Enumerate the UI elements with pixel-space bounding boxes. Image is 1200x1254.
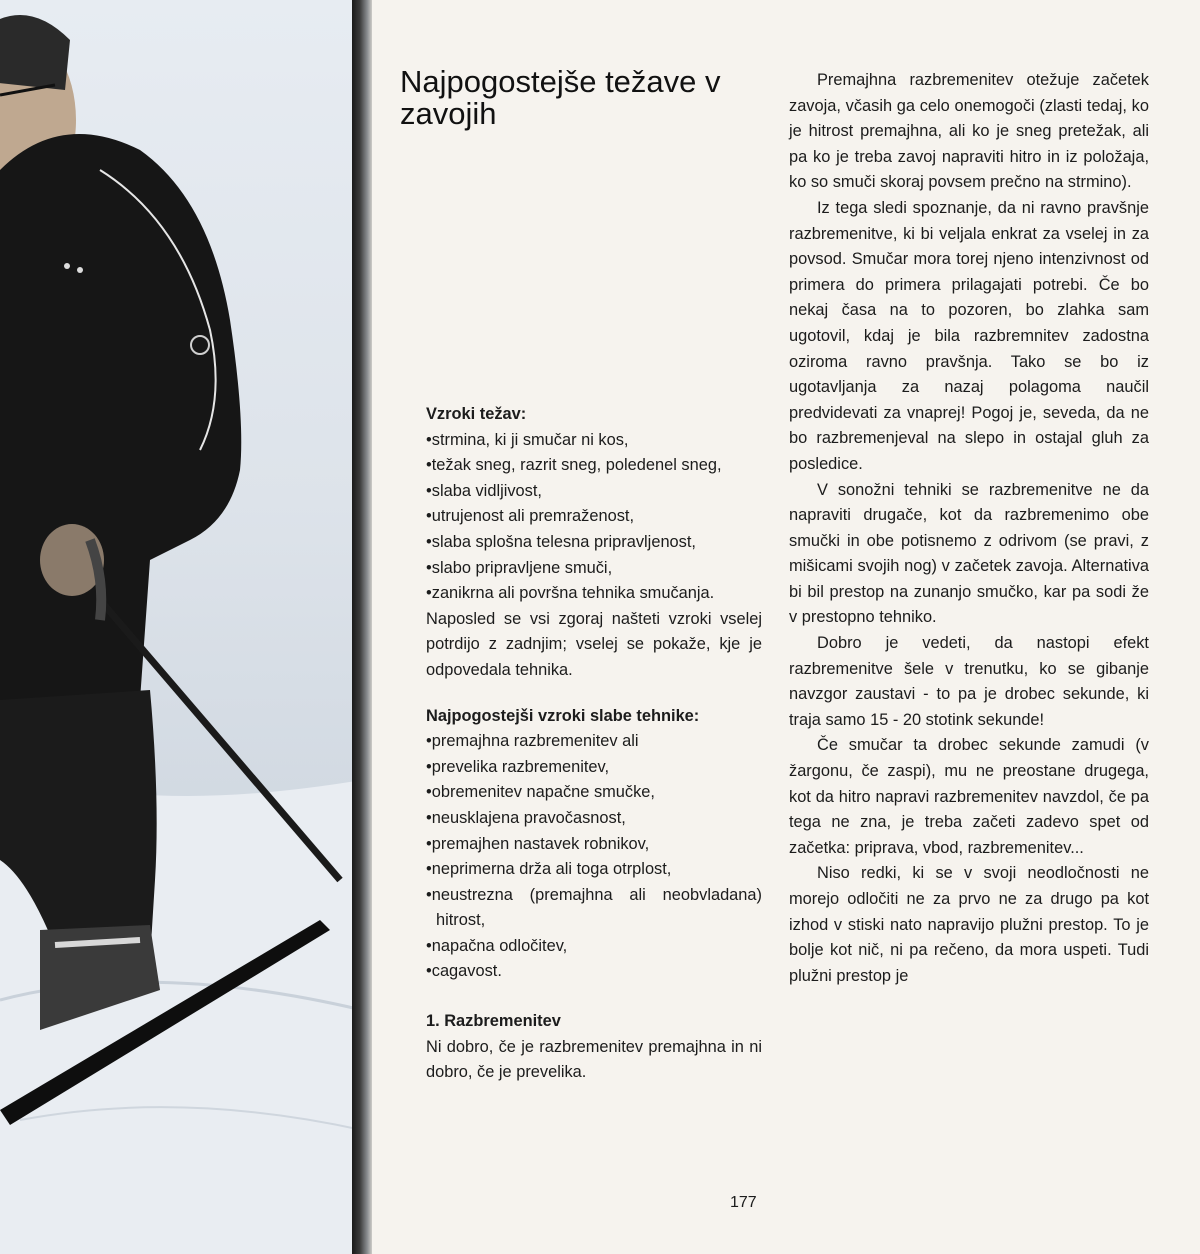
list-item: • zanikrna ali površna tehnika smučanja.: [426, 581, 762, 607]
left-column: [426, 402, 762, 1086]
list-item: • slabo pripravljene smuči,: [426, 556, 762, 582]
list-item: • neusklajena pravočasnost,: [426, 806, 762, 832]
right-column: [789, 68, 1149, 989]
list-item: • utrujenost ali premraženost,: [426, 504, 762, 530]
list-item: • težak sneg, razrit sneg, poledenel sneg,: [426, 453, 762, 479]
list-item: • prevelika razbremenitev,: [426, 755, 762, 781]
section-heading: 1. Razbremenitev: [426, 1012, 561, 1031]
causes-heading: Vzroki težav:: [426, 405, 527, 423]
list-item: • neprimerna drža ali toga otrplost,: [426, 857, 762, 883]
paragraph: Če smučar ta drobec sekunde zamudi (v žargonu, če zaspi), mu ne preostane drugega, kot da hitro napravi razbremenitev navzdol, če pa tega ne zna, je treba začeti zadevo spet od začetka: priprava, vbod, razbremenitev...: [789, 736, 1149, 857]
list-item: • strmina, ki ji smučar ni kos,: [426, 428, 762, 454]
list-item: • cagavost.: [426, 959, 762, 985]
list-item: • slaba vidljivost,: [426, 479, 762, 505]
causes-summary: Naposled se vsi zgoraj našteti vzroki vselej potrdijo z zadnjim; vselej se pokaže, kje je odpovedala tehnika.: [426, 609, 762, 679]
skier-photo: [0, 0, 362, 1254]
list-item: • obremenitev napačne smučke,: [426, 780, 762, 806]
page-title: Najpogostejše težave v zavojih: [400, 64, 721, 131]
book-gutter: [352, 0, 374, 1254]
paragraph: Dobro je vedeti, da nastopi efekt razbremenitve šele v trenutku, ko se gibanje navzgor zaustavi - to pa je drobec sekunde, ki traja samo 15 - 20 stotink sekunde!: [789, 634, 1149, 729]
paragraph: Niso redki, ki se v svoji neodločnosti ne morejo odločiti ne za prvo ne za drugo pa kot izhod v stiski nato napravijo plužni prestop. To je bolje kot nič, ni pa rečeno, da mora uspeti. Tudi plužni prestop je: [789, 864, 1149, 985]
skier-photo-icon: [0, 0, 362, 1254]
list-item: • napačna odločitev,: [426, 934, 762, 960]
list-item: • slaba splošna telesna pripravljenost,: [426, 530, 762, 556]
list-item: • neustrezna (premajhna ali neobvladana) hitrost,: [426, 883, 762, 934]
paragraph: Premajhna razbremenitev otežuje začetek zavoja, včasih ga celo onemogoči (zlasti tedaj, ko je hitrost premajhna, ali ko je sneg pretežak, ali pa ko je treba zavoj napraviti hitro in iz položaja, ko so smuči skoraj povsem prečno na strmino).: [789, 71, 1149, 192]
page-number: 177: [730, 1194, 757, 1211]
paragraph: V sonožni tehniki se razbremenitve ne da napraviti drugače, kot da razbremenimo obe smučki in obe potisnemo z odrivom (se pravi, z mišicami svojih nog) v začetek zavoja. Alternativa bi bil prestop na zunanjo smučko, kar pa sodi že v prestopno tehniko.: [789, 480, 1149, 627]
section-text: Ni dobro, če je razbremenitev premajhna in ni dobro, če je prevelika.: [426, 1037, 762, 1082]
technique-heading: Najpogostejši vzroki slabe tehnike:: [426, 706, 700, 725]
text-page: [372, 0, 1200, 1254]
paragraph: Iz tega sledi spoznanje, da ni ravno pravšnje razbremenitve, ki bi veljala enkrat za vselej in za povsod. Smučar mora torej njeno intenzivnost od primera do primera prilagajati potrebi. Če bo nekaj časa na to pozoren, bo zlahka sam ugotovil, kdaj je bila razbremnitev zadostna oziroma ravno pravšnja. Tako se bo iz ugotavljanja za nazaj polagoma naučil predvidevati za vnaprej! Pogoj je, seveda, da ne bo razbremenjeval na slepo in ostajal gluh za posledice.: [789, 198, 1149, 473]
list-item: • premajhna razbremenitev ali: [426, 729, 762, 755]
list-item: • premajhen nastavek robnikov,: [426, 832, 762, 858]
